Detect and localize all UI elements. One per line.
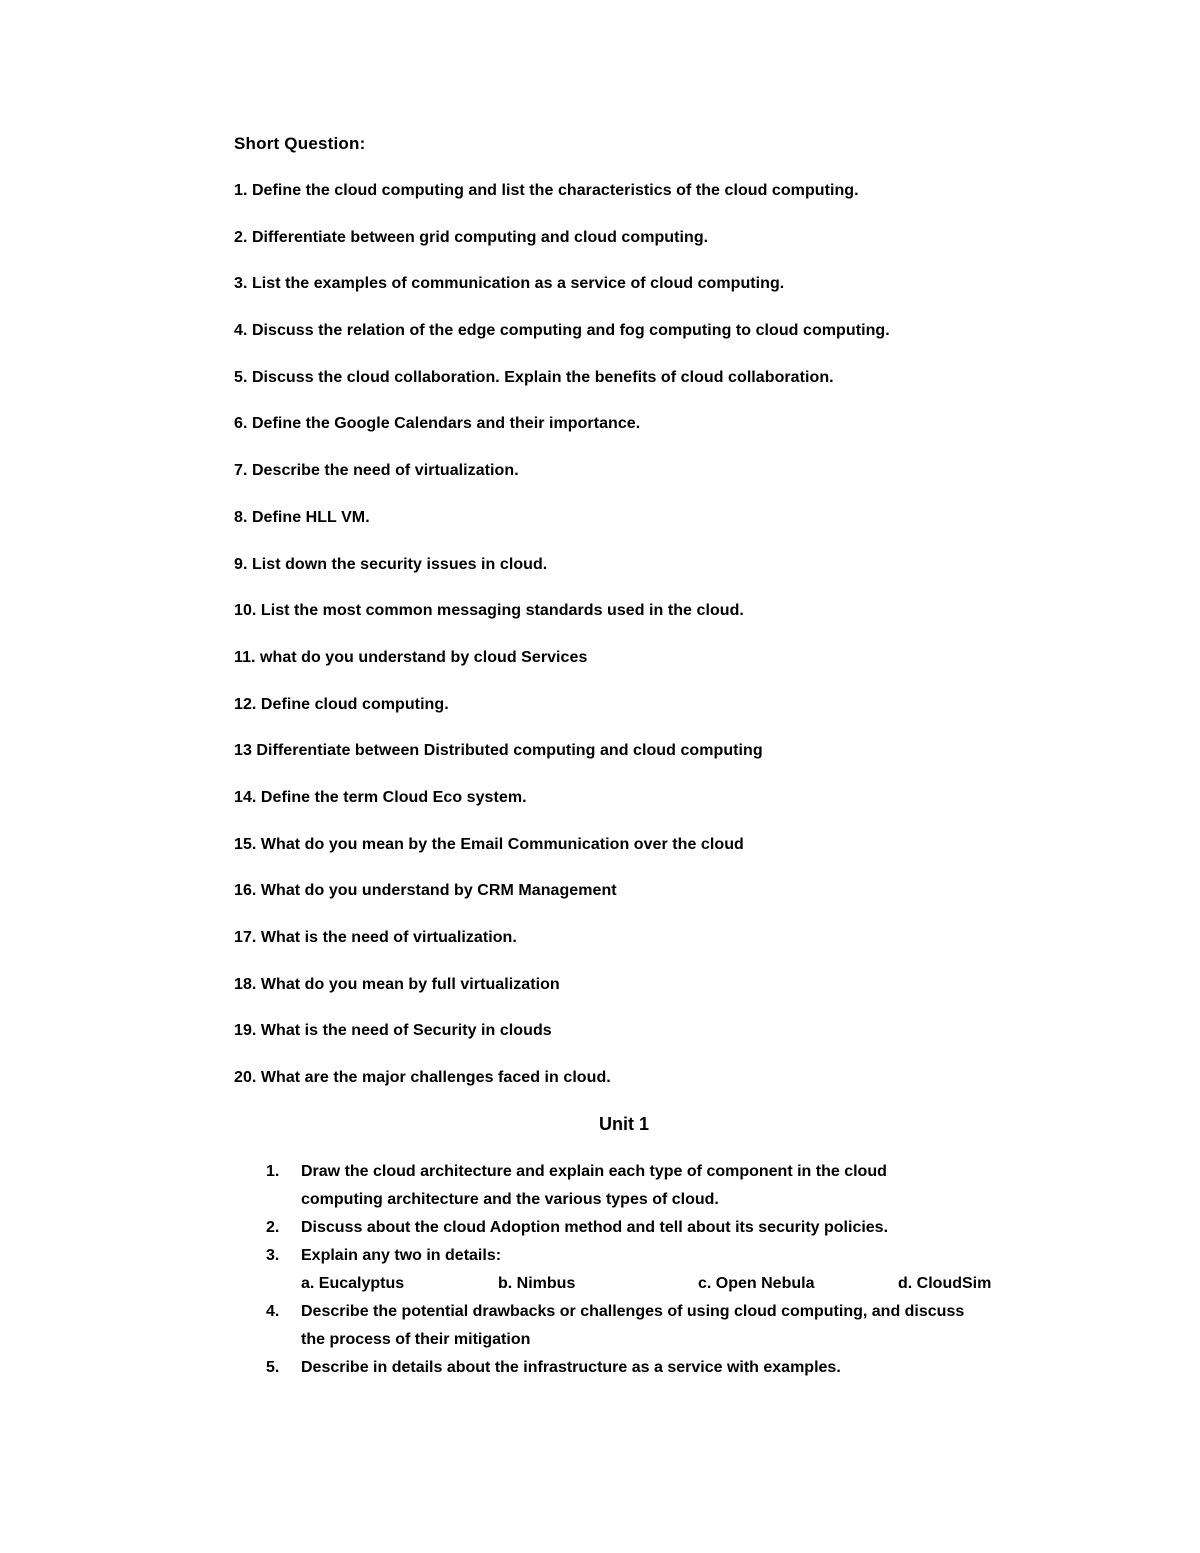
short-question-item: 9. List down the security issues in cloud. (234, 555, 548, 573)
unit-question-item (234, 1242, 1034, 1298)
short-question-item: 16. What do you understand by CRM Management (234, 882, 617, 900)
unit-question-line: Explain any two in details: (301, 1246, 502, 1264)
short-question-item: 20. What are the major challenges faced in cloud. (234, 1069, 611, 1087)
short-question-item: 2. Differentiate between grid computing and cloud computing. (234, 228, 709, 246)
document-page (234, 130, 1034, 1382)
unit-question-number: 3. (266, 1246, 280, 1264)
unit-question-number: 1. (266, 1162, 280, 1180)
unit-question-line: the process of their mitigation (301, 1330, 531, 1348)
unit-question-line: Describe in details about the infrastructure as a service with examples. (301, 1358, 841, 1376)
short-question-item: 5. Discuss the cloud collaboration. Explain the benefits of cloud collaboration. (234, 368, 834, 386)
short-question-item: 11. what do you understand by cloud Services (234, 648, 588, 666)
short-question-item: 19. What is the need of Security in clouds (234, 1022, 552, 1040)
short-question-item: 6. Define the Google Calendars and their importance. (234, 415, 641, 433)
short-question-item: 8. Define HLL VM. (234, 508, 370, 526)
option-a: a. Eucalyptus (301, 1274, 405, 1292)
short-question-item: 14. Define the term Cloud Eco system. (234, 788, 527, 806)
short-question-item: 10. List the most common messaging standards used in the cloud. (234, 602, 744, 620)
short-question-item: 4. Discuss the relation of the edge computing and fog computing to cloud computing. (234, 322, 890, 340)
short-question-item: 18. What do you mean by full virtualization (234, 975, 560, 993)
short-question-list (234, 177, 1034, 1091)
unit-question-item (234, 1214, 1034, 1242)
unit-question-number: 4. (266, 1302, 280, 1320)
unit-question-line: Describe the potential drawbacks or challenges of using cloud computing, and discuss (301, 1302, 965, 1320)
unit-question-line: computing architecture and the various types of cloud. (301, 1190, 719, 1208)
unit-question-line: Draw the cloud architecture and explain each type of component in the cloud (301, 1162, 887, 1180)
unit-title: Unit 1 (598, 1113, 649, 1134)
unit-question-line: Discuss about the cloud Adoption method and tell about its security policies. (301, 1218, 889, 1236)
unit-question-item (234, 1354, 1034, 1382)
short-question-item: 3. List the examples of communication as a service of cloud computing. (234, 275, 785, 293)
option-d: d. CloudSim (898, 1274, 992, 1292)
option-b: b. Nimbus (498, 1274, 576, 1292)
short-question-item: 1. Define the cloud computing and list the characteristics of the cloud computing. (234, 182, 859, 199)
short-question-heading: Short Question: (234, 134, 366, 153)
option-c: c. Open Nebula (698, 1274, 815, 1292)
short-question-item: 13 Differentiate between Distributed computing and cloud computing (234, 742, 763, 760)
unit-question-item (234, 1298, 1034, 1354)
unit-question-number: 5. (266, 1358, 280, 1376)
unit-question-item (234, 1158, 1034, 1214)
short-question-item: 15. What do you mean by the Email Communication over the cloud (234, 835, 744, 853)
short-question-item: 7. Describe the need of virtualization. (234, 462, 519, 480)
short-question-item: 17. What is the need of virtualization. (234, 929, 517, 946)
unit-question-list (234, 1158, 1034, 1382)
option-row (301, 1270, 1034, 1298)
short-question-item: 12. Define cloud computing. (234, 695, 449, 713)
unit-question-number: 2. (266, 1218, 280, 1236)
